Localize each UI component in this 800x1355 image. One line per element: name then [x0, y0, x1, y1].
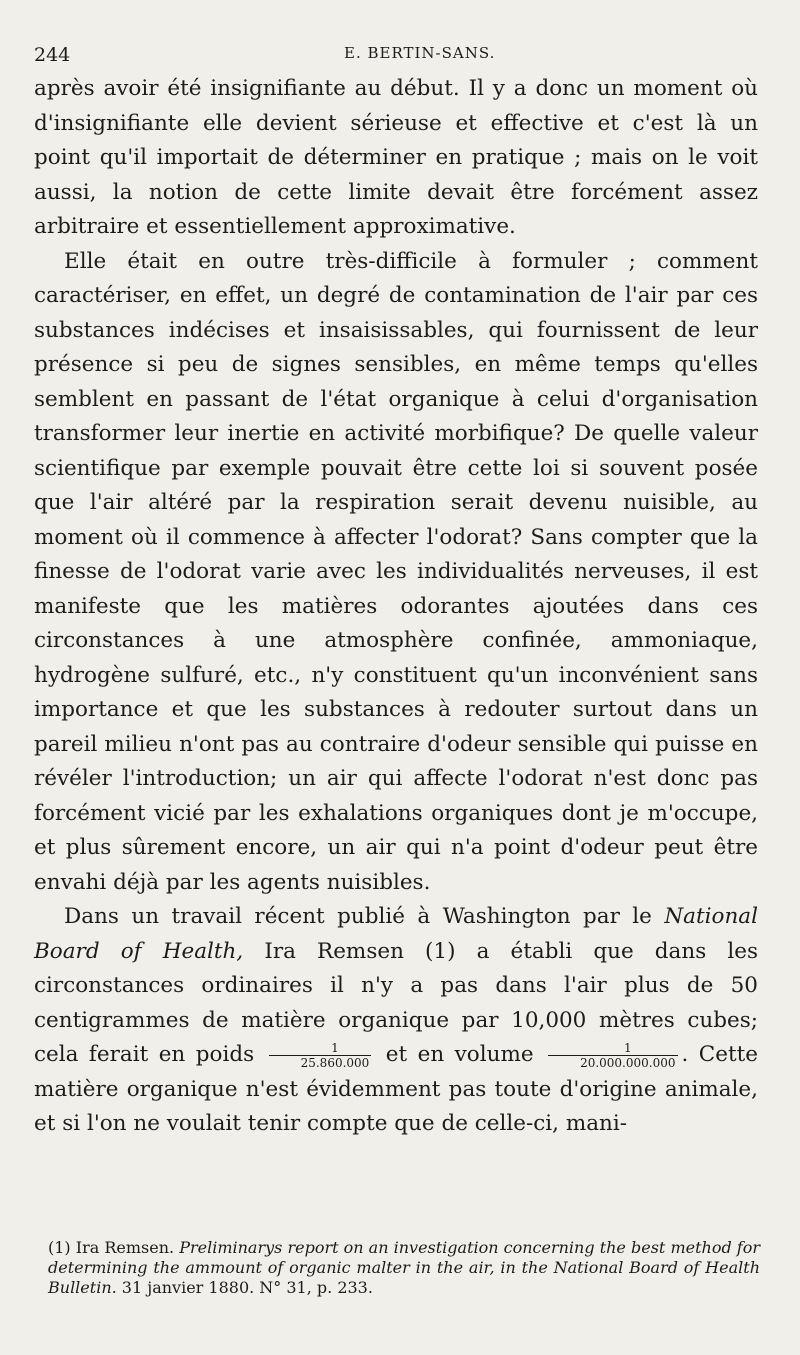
paragraph-3-text-e: . Cette matière organique n'est évidemment pas toute d'origine animale, et si l'on ne voulait tenir compte que de celle-ci, mani-	[34, 1042, 758, 1136]
fraction-volume-denominator: 20.000.000.000	[580, 1055, 676, 1070]
page-number: 244	[34, 44, 71, 66]
page-header	[34, 40, 754, 70]
footnote-citation: 31 janvier 1880. N° 31, p. 233.	[116, 1278, 373, 1297]
running-head: E. BERTIN-SANS.	[344, 44, 496, 62]
footnote-marker: (1) Ira Remsen.	[48, 1238, 180, 1257]
fraction-weight	[269, 1041, 372, 1070]
paragraph-1: après avoir été insignifiante au début. Il y a donc un moment où d'insignifiante elle devient sérieuse et effective et c'est là un point qu'il importait de déterminer en pratique ; mais on le voit aussi, la notion de cette limite devait être forcément assez arbitraire et essentiellement approximative.	[34, 76, 758, 239]
footnote-1	[48, 1238, 760, 1298]
footnote	[48, 1238, 760, 1298]
fraction-weight-denominator: 25.860.000	[300, 1055, 370, 1070]
paragraph-3-text-c: Ira Remsen (1) a établi que dans les circonstances ordinaires il n'y a pas dans l'air plus de 50 centigrammes de matière organique par 10,000 mètres cubes; cela ferait en poids	[34, 938, 758, 1067]
fraction-weight-numerator: 1	[269, 1041, 372, 1056]
paragraph-2: Elle était en outre très-difficile à formuler ; comment caractériser, en effet, un degré de contamination de l'air par ces substances indécises et insaisissables, qui fournissent de leur présence si peu de signes sensibles, en même temps qu'elles semblent en passant de l'état organique à celui d'organisation transformer leur inertie en activité morbifique? De quelle valeur scientifique par exemple pouvait être cette loi si souvent posée que l'air altéré par la respiration serait devenu nuisible, au moment où il commence à affecter l'odorat? Sans compter que la finesse de l'odorat varie avec les individualités nerveuses, il est manifeste que les matières odorantes ajoutées dans ces circonstances à une atmosphère confinée, ammoniaque, hydrogène sulfuré, etc., n'y constituent qu'un inconvénient sans importance et que les substances à redouter surtout dans un pareil milieu n'ont pas au contraire d'odeur sensible qui puisse en révéler l'introduction; un air qui affecte l'odorat n'est donc pas forcément vicié par les exhalations organiques dont je m'occupe, et plus sûrement encore, un air qui n'a point d'odeur peut être envahi déjà par les agents nuisibles.	[34, 248, 758, 895]
paragraph-3-text-a: Dans un travail récent publié à Washington par le	[64, 904, 665, 929]
footnote-title: Preliminarys report on an investigation concerning the best method for determining the ammount of organic malter in the air, in the National Board of Health Bulletin.	[48, 1238, 760, 1297]
body-text	[34, 72, 758, 1142]
paragraph-3-text-d: et en volume	[375, 1042, 545, 1067]
national-board-of-health: National Board of Health,	[34, 904, 758, 964]
paragraph-3	[34, 900, 758, 1142]
fraction-volume	[548, 1041, 677, 1070]
fraction-volume-numerator: 1	[548, 1041, 677, 1056]
